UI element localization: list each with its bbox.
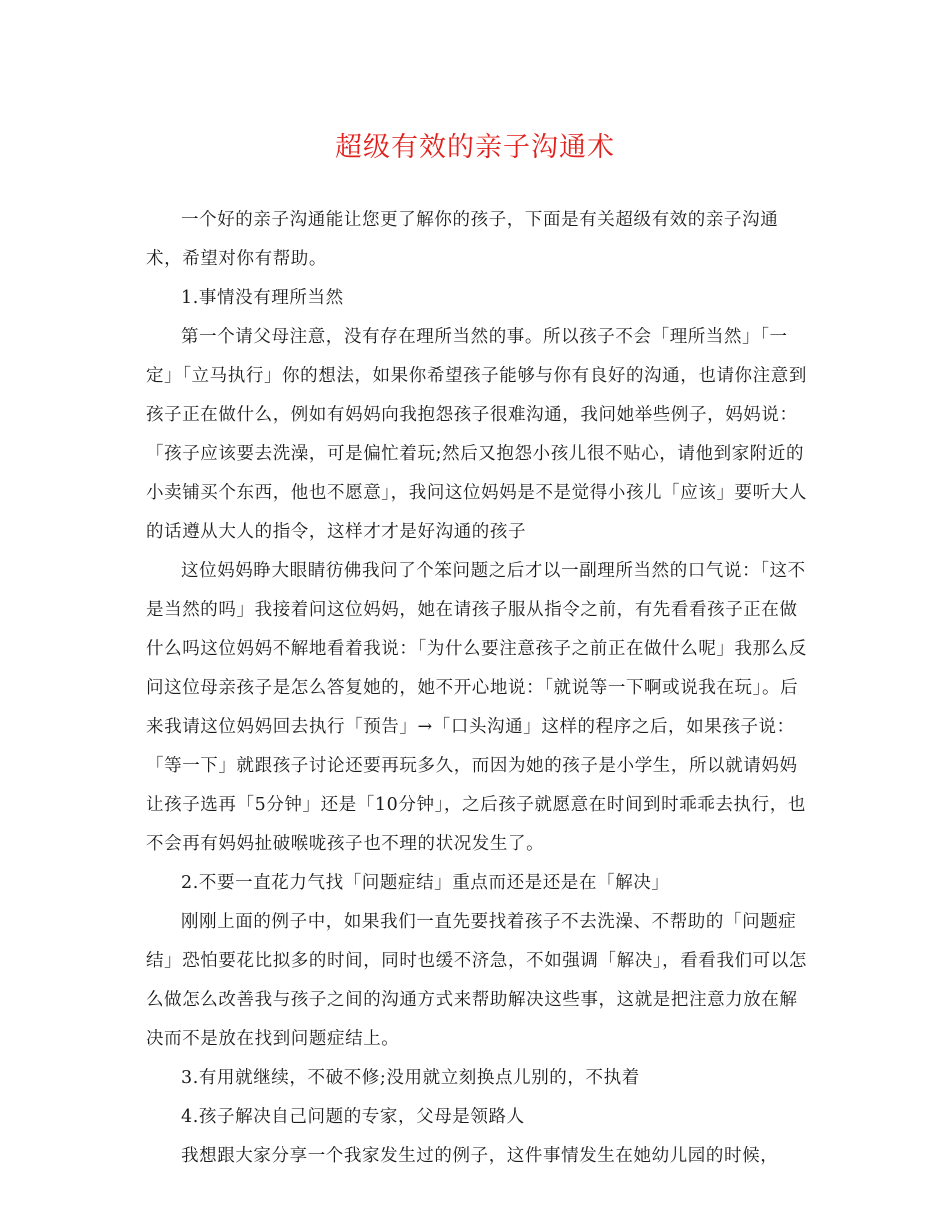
section-heading-1: 1.事情没有理所当然 — [181, 288, 344, 308]
body-paragraph: 刚刚上面的例子中，如果我们一直先要找着孩子不去洗澡、不帮助的「问题症结」恐怕要花比拟多的时间，同时也缓不济急，不如强调「解决」，看看我们可以怎么做怎么改善我与孩子之间的沟通方式来帮助解决这些事，这就是把注意力放在解决而不是放在找到问题症结上。 — [146, 912, 807, 1049]
section-heading-2: 2.不要一直花力气找「问题症结」重点而还是还是在「解决」 — [181, 873, 670, 893]
document-body — [146, 201, 808, 1176]
body-paragraph: 第一个请父母注意，没有存在理所当然的事。所以孩子不会「理所当然」「一定」「立马执行」你的想法，如果你希望孩子能够与你有良好的沟通，也请你注意到孩子正在做什么，例如有妈妈向我抱怨孩子很难沟通，我问她举些例子，妈妈说：「孩子应该要去洗澡，可是偏忙着玩;然后又抱怨小孩儿很不贴心，请他到家附近的小卖铺买个东西，他也不愿意」，我问这位妈妈是不是觉得小孩儿「应该」要听大人的话遵从大人的指令，这样才才是好沟通的孩子 — [146, 327, 807, 542]
body-paragraph: 这位妈妈睁大眼睛彷佛我问了个笨问题之后才以一副理所当然的口气说：「这不是当然的吗」我接着问这位妈妈，她在请孩子服从指令之前，有先看看孩子正在做什么吗这位妈妈不解地看着我说：「为什么要注意孩子之前正在做什么呢」我那么反问这位母亲孩子是怎么答复她的，她不开心地说：「就说等一下啊或说我在玩」。后来我请这位妈妈回去执行「预告」→「口头沟通」这样的程序之后，如果孩子说：「等一下」就跟孩子讨论还要再玩多久，而因为她的孩子是小学生，所以就请妈妈让孩子选再「5分钟」还是「10分钟」，之后孩子就愿意在时间到时乖乖去执行，也不会再有妈妈扯破喉咙孩子也不理的状况发生了。 — [146, 561, 807, 854]
intro-paragraph: 一个好的亲子沟通能让您更了解你的孩子，下面是有关超级有效的亲子沟通术，希望对你有帮助。 — [146, 210, 779, 269]
section-heading-4: 4.孩子解决自己问题的专家，父母是领路人 — [181, 1107, 525, 1127]
document-title: 超级有效的亲子沟通术 — [335, 132, 615, 163]
body-paragraph: 我想跟大家分享一个我家发生过的例子，这件事情发生在她幼儿园的时候， — [181, 1146, 779, 1166]
section-heading-3: 3.有用就继续，不破不修;没用就立刻换点儿别的，不执着 — [181, 1068, 640, 1088]
